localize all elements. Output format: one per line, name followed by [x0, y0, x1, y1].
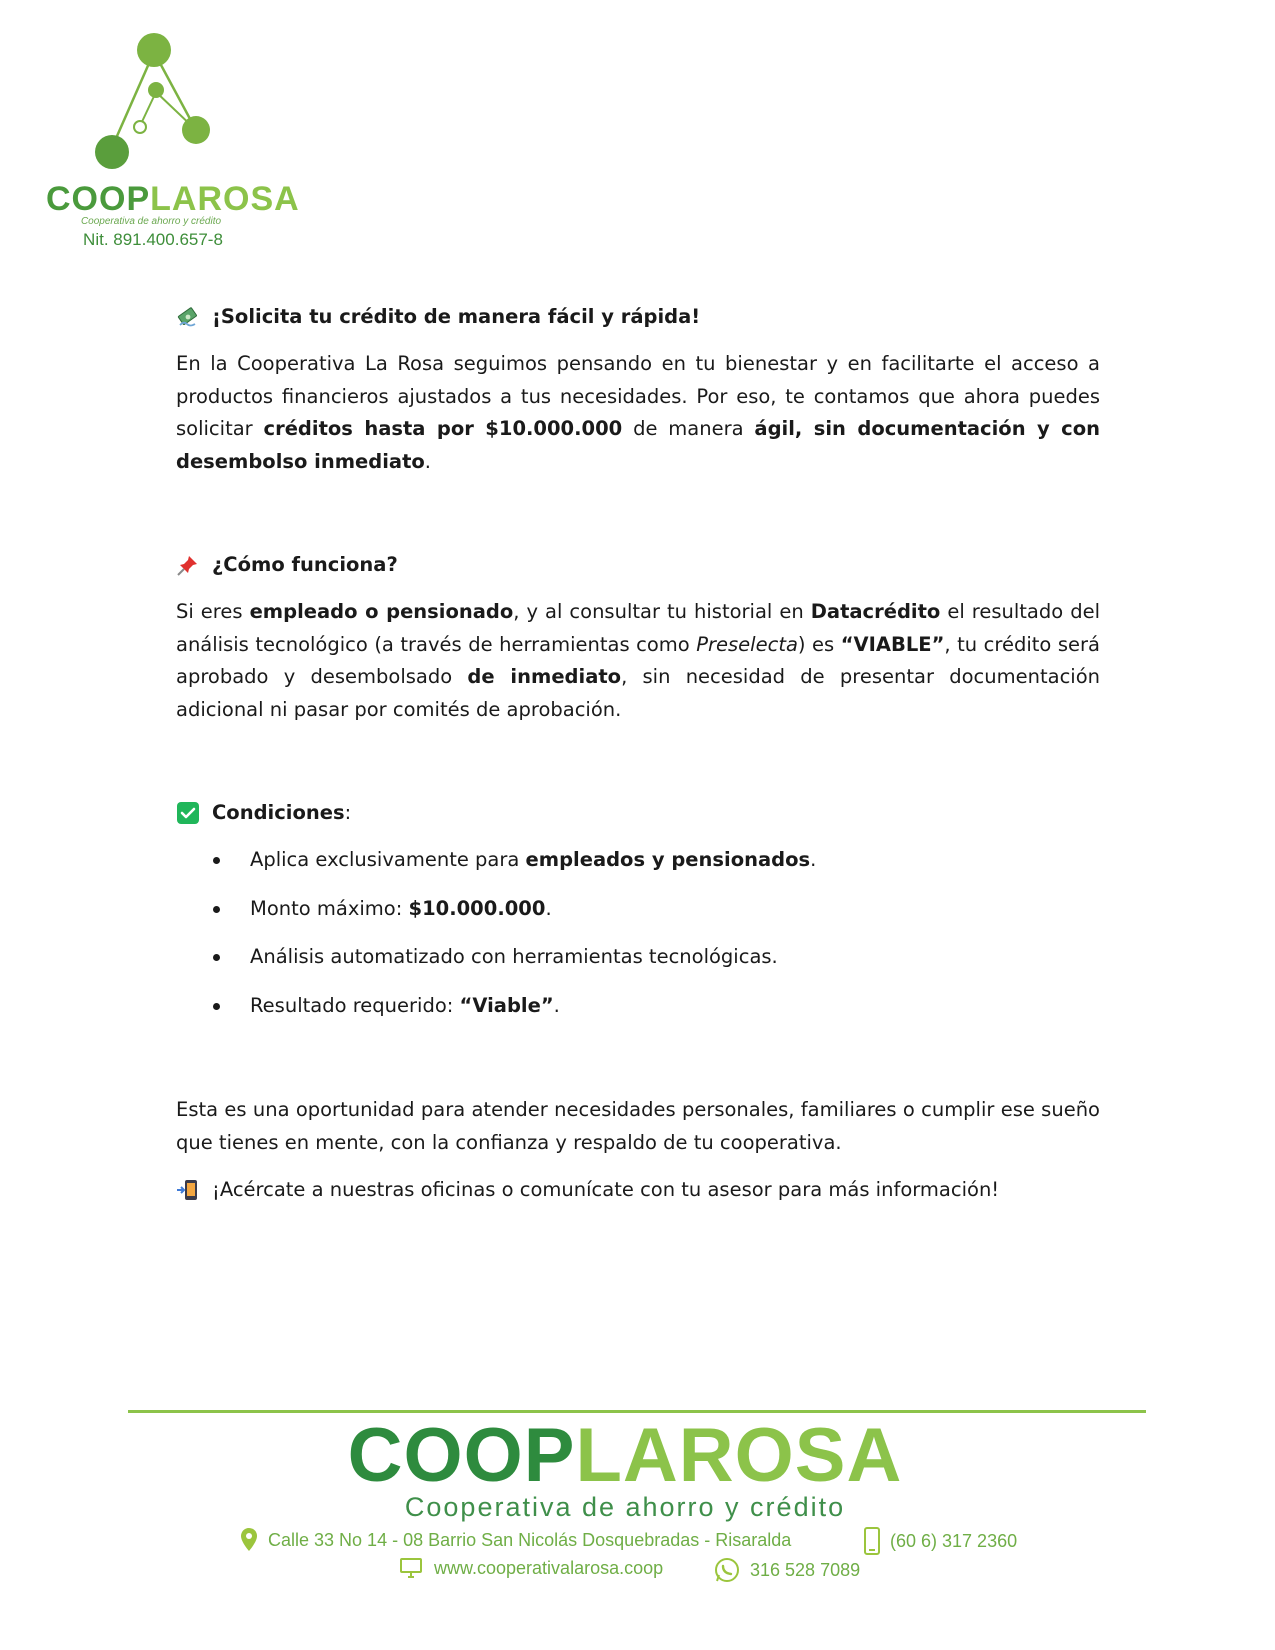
how-paragraph: Si eres empleado o pensionado, y al consultar tu historial en Datacrédito el resultado del análisis tecnológico (a través de herramientas como Preselecta) es “VIABLE”, tu crédito será aprobado y desembolsado de inmediato, sin necesidad de presentar documentación adicional ni pasar por comités de aprobación.: [176, 600, 1100, 721]
section-title: ¡Solicita tu crédito de manera fácil y rápida!: [212, 304, 701, 328]
bullet-icon: [213, 857, 220, 864]
bullet-icon: [213, 906, 220, 913]
location-pin-icon: [240, 1527, 258, 1553]
molecule-logo-icon: [90, 32, 230, 172]
list-item: Monto máximo: $10.000.000.: [176, 893, 1100, 942]
footer-whatsapp[interactable]: 316 528 7089: [714, 1557, 860, 1583]
pushpin-icon: [176, 553, 200, 577]
header-tagline: Cooperativa de ahorro y crédito: [80, 216, 222, 227]
section-title: ¿Cómo funciona?: [212, 552, 398, 576]
section-heading-how: [176, 548, 1100, 582]
check-box-icon: [176, 801, 200, 825]
list-item: Resultado requerido: “Viable”.: [176, 990, 1100, 1039]
closing-paragraph: Esta es una oportunidad para atender necesidades personales, familiares o cumplir ese sueño que tienes en mente, con la confianza y respaldo de tu cooperativa.: [176, 1098, 1100, 1154]
section-heading-credit: [176, 300, 1100, 334]
call-to-action: [176, 1173, 1100, 1207]
mobile-phone-arrow-icon: [176, 1178, 200, 1202]
money-wings-icon: [176, 305, 200, 329]
footer-website[interactable]: www.cooperativalarosa.coop: [400, 1557, 663, 1579]
header-nit: Nit. 891.400.657-8: [83, 230, 223, 249]
list-item: Aplica exclusivamente para empleados y pensionados.: [176, 844, 1100, 893]
document-body: [176, 300, 1100, 1207]
cta-text: ¡Acércate a nuestras oficinas o comunícate con tu asesor para más información!: [212, 1177, 1000, 1201]
bullet-icon: [213, 1003, 220, 1010]
section-title: Condiciones: [212, 800, 345, 824]
conditions-list: [176, 844, 1100, 1038]
mobile-phone-icon: [864, 1527, 880, 1555]
header-logo: [46, 32, 300, 254]
section-heading-conditions: Condiciones :: [176, 796, 1100, 830]
footer-phone: (60 6) 317 2360: [864, 1527, 1017, 1555]
footer-brand: COOPLAROSA: [347, 1413, 903, 1498]
intro-paragraph: En la Cooperativa La Rosa seguimos pensando en tu bienestar y en facilitarte el acceso a productos financieros ajustados a tus necesidades. Por eso, te contamos que ahora puedes solicitar créditos hasta por $10.000.000 de manera ágil, sin documentación y con desembolso inmediato.: [176, 352, 1101, 473]
header-brand: COOPLAROSA: [46, 180, 300, 218]
computer-icon: [400, 1557, 424, 1579]
list-item: Análisis automatizado con herramientas tecnológicas.: [176, 941, 1100, 990]
footer-address: Calle 33 No 14 - 08 Barrio San Nicolás Dosquebradas - Risaralda: [240, 1527, 791, 1553]
whatsapp-icon: [714, 1557, 740, 1583]
footer-tagline: Cooperativa de ahorro y crédito: [404, 1492, 846, 1522]
bullet-icon: [213, 954, 220, 961]
